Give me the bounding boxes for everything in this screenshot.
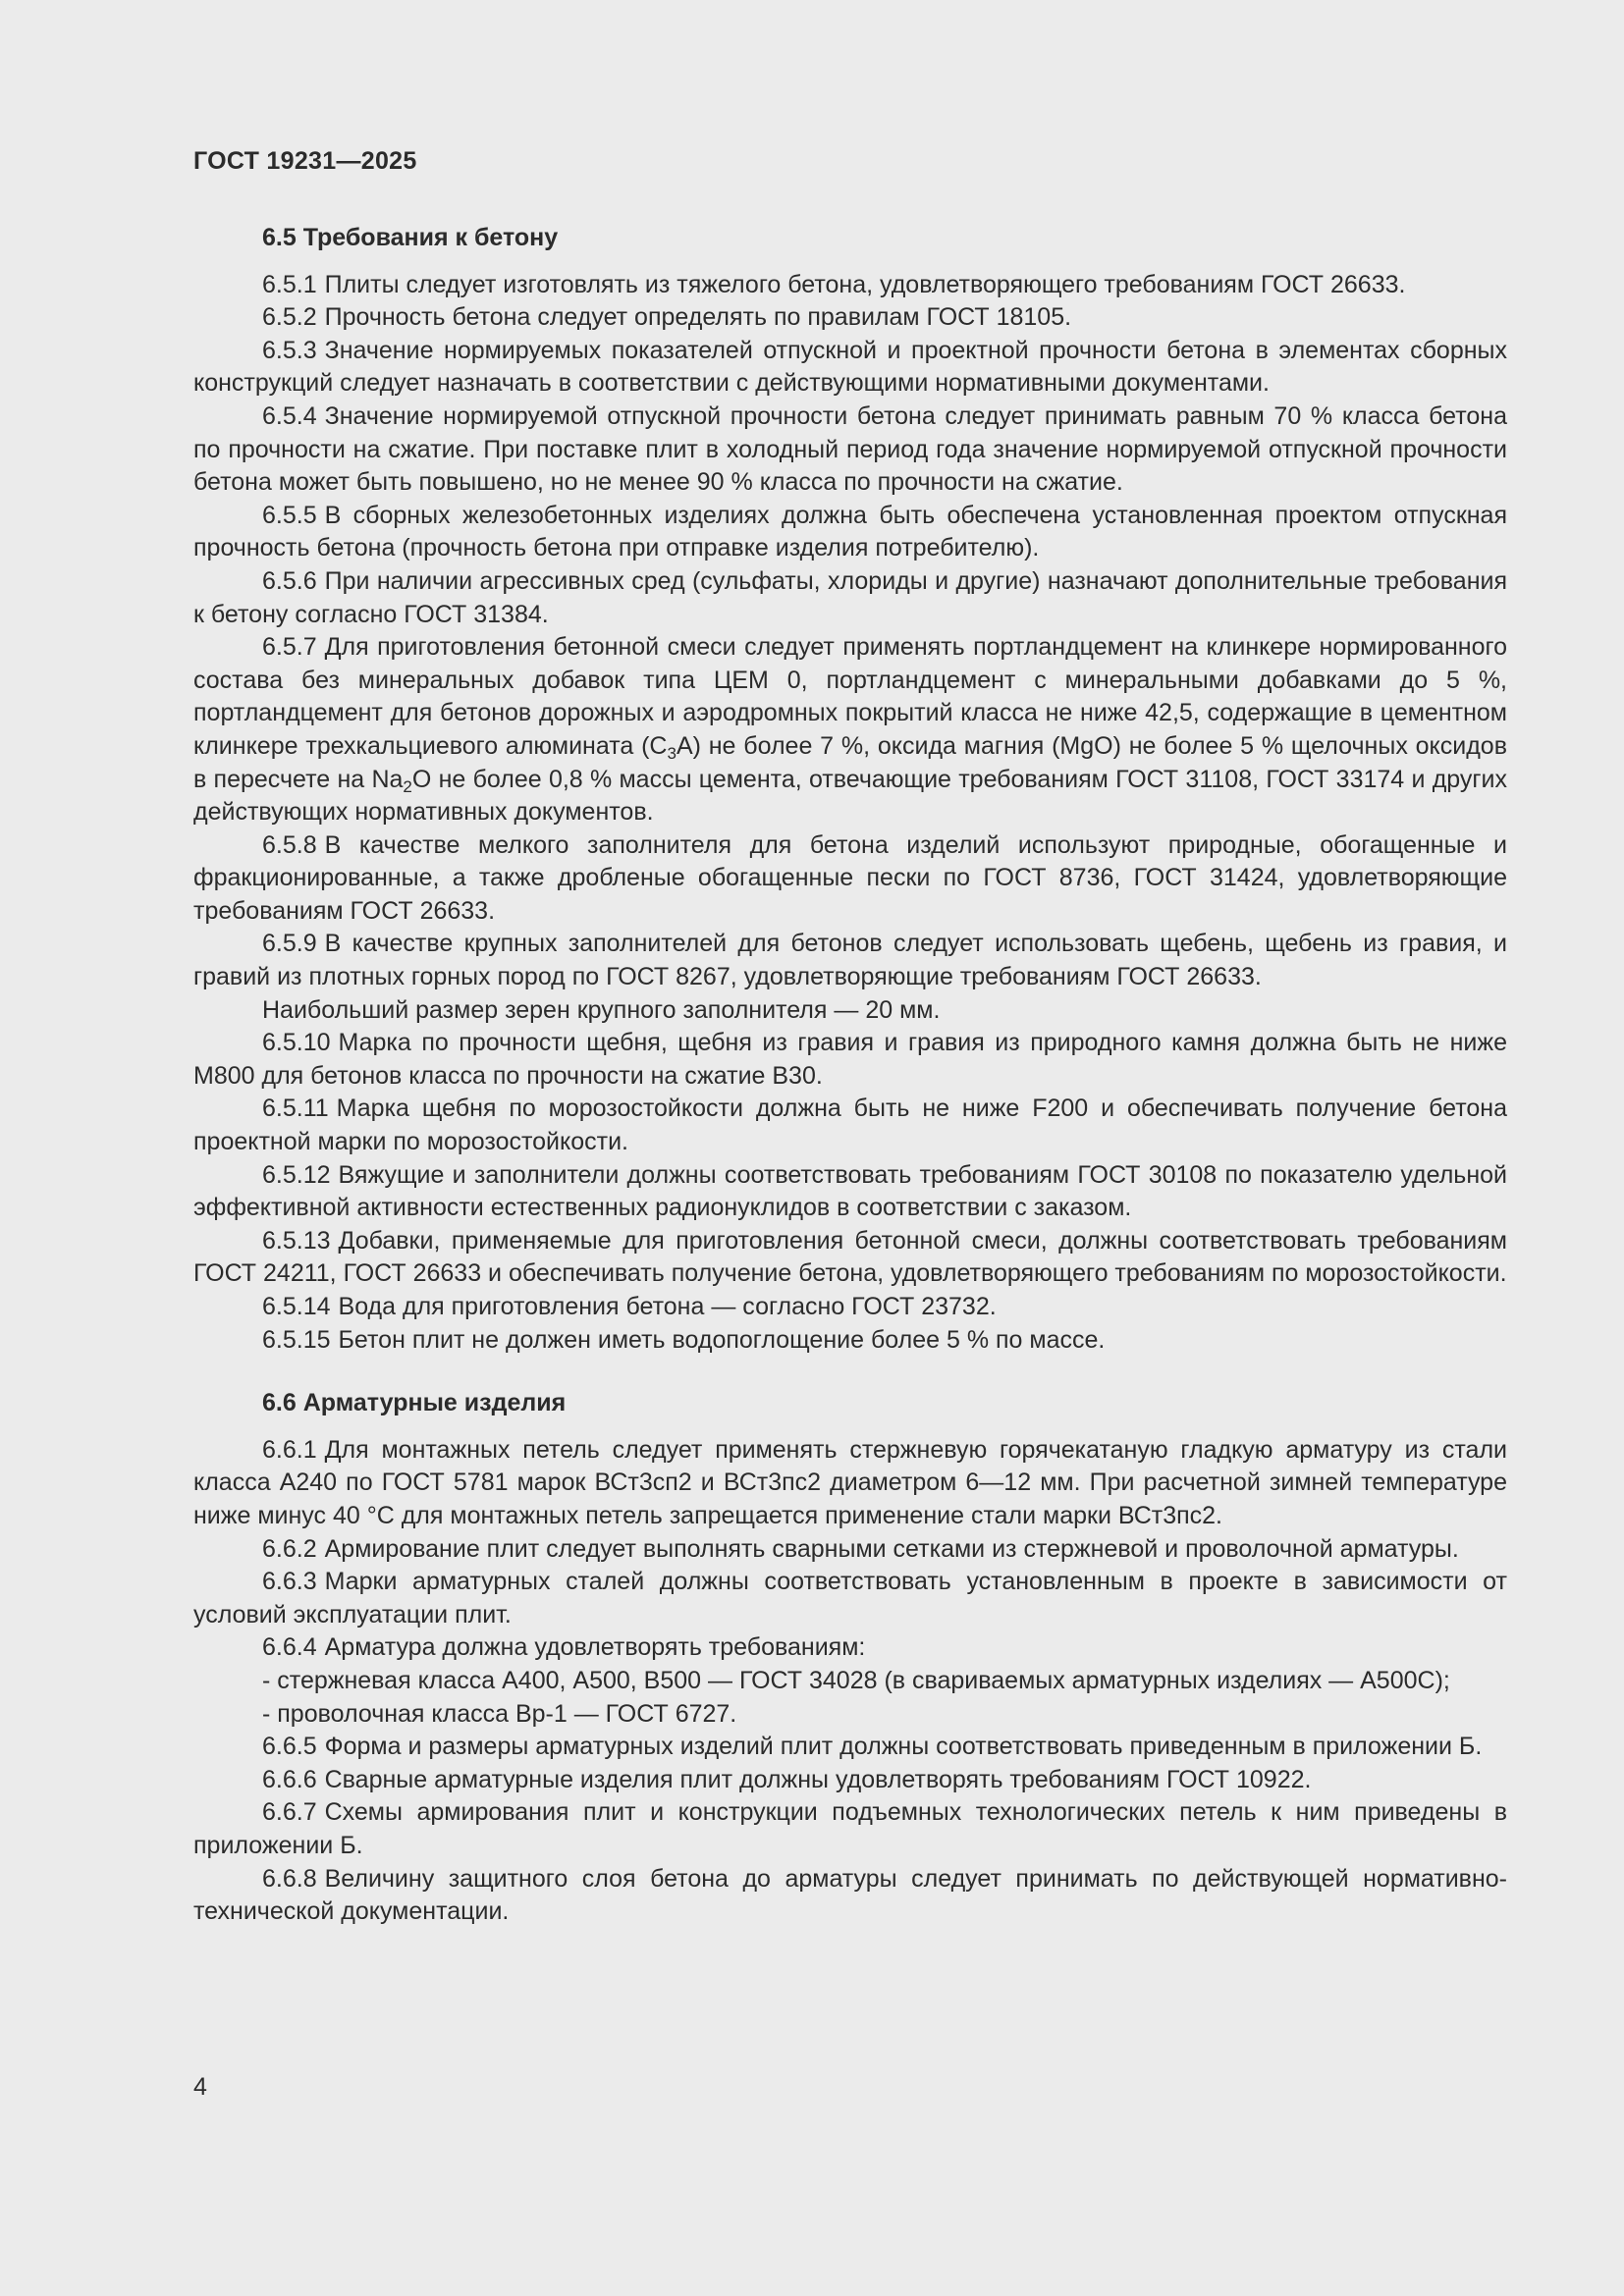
paragraph-6-6-6: 6.6.6 Сварные арматурные изделия плит должны удовлетворять требованиям ГОСТ 10922. xyxy=(262,1765,1312,1793)
paragraph-6-5-12: 6.5.12 Вяжущие и заполнители должны соответствовать требованиям ГОСТ 30108 по показателю удельной эффективной активности естественных радионуклидов в соответствии с заказом. xyxy=(193,1160,1507,1222)
paragraph-6-5-10: 6.5.10 Марка по прочности щебня, щебня из гравия и гравия из природного камня должна быть не ниже М800 для бетонов класса по прочности на сжатие В30. xyxy=(193,1029,1507,1090)
paragraph-6-5-8: 6.5.8 В качестве мелкого заполнителя для бетона изделий используют природные, обогащенные и фракционированные, а также дробленые обогащенные пески по ГОСТ 8736, ГОСТ 31424, удовлетворяющие требованиям ГОСТ 26633. xyxy=(193,830,1507,925)
paragraph-6-5-13: 6.5.13 Добавки, применяемые для приготовления бетонной смеси, должны соответствовать требованиям ГОСТ 24211, ГОСТ 26633 и обеспечивать получение бетона, удовлетворяющего требованиям по морозостойкости. xyxy=(193,1226,1507,1288)
paragraph-6-6-2: 6.6.2 Армирование плит следует выполнять сварными сетками из стержневой и проволочной арматуры. xyxy=(262,1534,1459,1563)
list-item-rod-reinforcement: - стержневая класса А400, А500, В500 — ГОСТ 34028 (в свариваемых арматурных изделиях — А500С); xyxy=(262,1666,1450,1694)
paragraph-6-6-4: 6.6.4 Арматура должна удовлетворять требованиям: xyxy=(262,1633,866,1662)
paragraph-6-5-15: 6.5.15 Бетон плит не должен иметь водопоглощение более 5 % по массе. xyxy=(262,1325,1106,1354)
paragraph-6-6-5: 6.6.5 Форма и размеры арматурных изделий плит должны соответствовать приведенным в приложении Б. xyxy=(262,1733,1483,1761)
paragraph-6-5-9: 6.5.9 В качестве крупных заполнителей для бетонов следует использовать щебень, щебень из гравия, и гравий из плотных горных пород по ГОСТ 8267, удовлетворяющие требованиям ГОСТ 26633. xyxy=(193,930,1507,991)
paragraph-6-5-14: 6.5.14 Вода для приготовления бетона — согласно ГОСТ 23732. xyxy=(262,1293,997,1320)
list-item-wire-reinforcement: - проволочная класса Вр-1 — ГОСТ 6727. xyxy=(262,1699,737,1728)
section-title-6-6: 6.6 Арматурные изделия xyxy=(262,1389,567,1417)
paragraph-6-5-4: 6.5.4 Значение нормируемой отпускной прочности бетона следует принимать равным 70 % класса бетона по прочности на сжатие. При поставке плит в холодный период года значение нормируемой отпускной прочности бетона может быть повышено, но не менее 90 % класса по прочности на сжатие. xyxy=(193,401,1507,497)
paragraph-6-5-2: 6.5.2 Прочность бетона следует определять по правилам ГОСТ 18105. xyxy=(262,303,1072,332)
paragraph-6-5-6: 6.5.6 При наличии агрессивных сред (сульфаты, хлориды и другие) назначают дополнительные требования к бетону согласно ГОСТ 31384. xyxy=(193,566,1507,628)
paragraph-6-5-3: 6.5.3 Значение нормируемых показателей отпускной и проектной прочности бетона в элементах сборных конструкций следует назначать в соответствии с действующими нормативными документами. xyxy=(193,336,1507,398)
paragraph-6-5-7: 6.5.7 Для приготовления бетонной смеси следует применять портландцемент на клинкере нормированного состава без минеральных добавок типа ЦЕМ 0, портландцемент с минеральными добавками до 5 %, портландцемент для бетонов дорожных и аэродромных покрытий класса не ниже 42,5, содержащие в цементном клинкере трехкальциевого алюмината $(C_3A)$ не более 7 %, оксида магния (MgO) не более 5 % щелочных оксидов в пересчете на $Na_2O$ не более 0,8 % массы цемента, отвечающие требованиям ГОСТ 31108, ГОСТ 33174 и других действующих нормативных документов. xyxy=(193,633,1507,827)
paragraph-6-6-1: 6.6.1 Для монтажных петель следует применять стержневую горячекатаную гладкую арматуру из стали класса А240 по ГОСТ 5781 марок ВСт3сп2 и ВСт3пс2 диаметром 6—12 мм. При расчетной зимней температуре ниже минус 40 °С для монтажных петель запрещается применение стали марки ВСт3пс2. xyxy=(193,1435,1507,1529)
page-number: 4 xyxy=(193,2073,207,2101)
paragraph-6-5-1: 6.5.1 Плиты следует изготовлять из тяжелого бетона, удовлетворяющего требованиям ГОСТ 26633. xyxy=(262,270,1406,298)
paragraph-6-5-11: 6.5.11 Марка щебня по морозостойкости должна быть не ниже F200 и обеспечивать получение бетона проектной марки по морозостойкости. xyxy=(193,1095,1507,1156)
document-code: ГОСТ 19231—2025 xyxy=(193,147,417,175)
paragraph-6-6-3: 6.6.3 Марки арматурных сталей должны соответствовать установленным в проекте в зависимости от условий эксплуатации плит. xyxy=(193,1568,1507,1629)
paragraph-6-6-8: 6.6.8 Величину защитного слоя бетона до арматуры следует принимать по действующей нормативно-технической документации. xyxy=(193,1864,1507,1926)
paragraph-6-5-9-note: Наибольший размер зерен крупного заполнителя — 20 мм. xyxy=(262,995,941,1024)
paragraph-6-6-7: 6.6.7 Схемы армирования плит и конструкции подъемных технологических петель к ним приведены в приложении Б. xyxy=(193,1798,1507,1859)
section-title-6-5: 6.5 Требования к бетону xyxy=(262,224,559,251)
document-body xyxy=(193,222,1507,1929)
paragraph-6-5-5: 6.5.5 В сборных железобетонных изделиях должна быть обеспечена установленная проектом отпускная прочность бетона (прочность бетона при отправке изделия потребителю). xyxy=(193,501,1507,562)
